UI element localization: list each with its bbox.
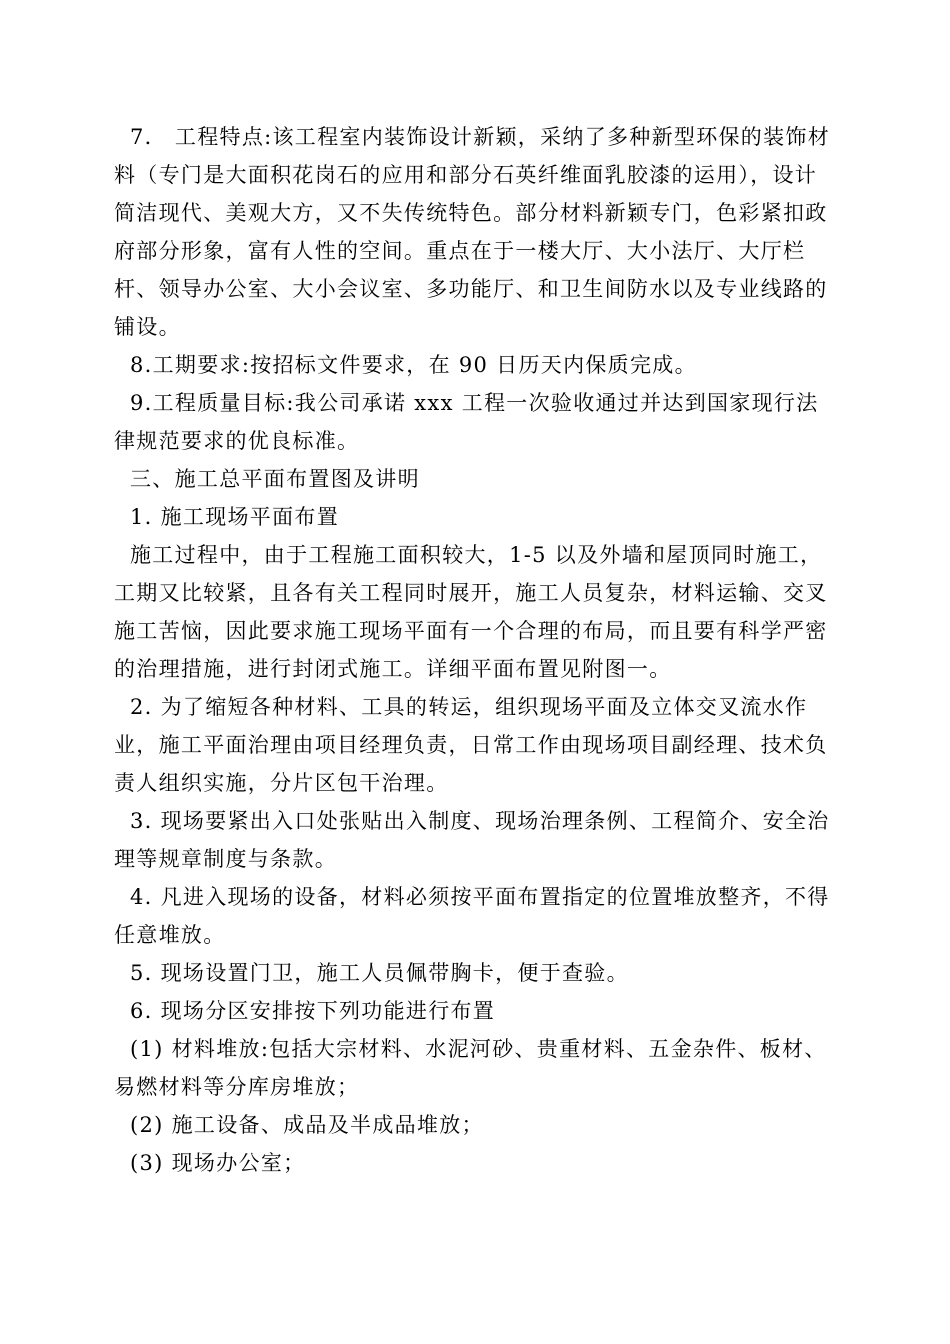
- paragraph-item-4: 4. 凡进入现场的设备，材料必须按平面布置指定的位置堆放整齐，不得任意堆放。: [114, 885, 830, 947]
- paragraph-item-3: 3. 现场要紧出入口处张贴出入制度、现场治理条例、工程简介、安全治理等规章制度与条款。: [114, 809, 830, 871]
- list-item-office: (3) 现场办公室；: [130, 1151, 306, 1175]
- paragraph-schedule-requirement: 8.工期要求:按招标文件要求，在 90 日历天内保质完成。: [130, 353, 697, 377]
- paragraph-item-5: 5. 现场设置门卫，施工人员佩带胸卡，便于查验。: [130, 961, 629, 985]
- paragraph-construction-process: 施工过程中，由于工程施工面积较大，1-5 以及外墙和屋顶同时施工，工期又比较紧，且各有关工程同时展开，施工人员复杂，材料运输、交叉施工苦恼，因此要求施工现场平面有一个合理的布局，而且要有科学严密的治理措施，进行封闭式施工。详细平面布置见附图一。: [114, 543, 828, 681]
- section-heading-site-layout: 三、施工总平面布置图及讲明: [130, 467, 420, 491]
- document-body: [114, 118, 836, 1182]
- list-item-equipment: (2) 施工设备、成品及半成品堆放；: [130, 1113, 484, 1137]
- paragraph-quality-target: 9.工程质量目标:我公司承诺 xxx 工程一次验收通过并达到国家现行法律规范要求的优良标准。: [114, 391, 819, 453]
- paragraph-item-2: 2. 为了缩短各种材料、工具的转运，组织现场平面及立体交叉流水作业，施工平面治理由项目经理负责，日常工作由现场项目副经理、技术负责人组织实施，分片区包干治理。: [114, 695, 828, 795]
- list-item-materials: (1) 材料堆放:包括大宗材料、水泥河砂、贵重材料、五金杂件、板材、易燃材料等分库房堆放；: [114, 1037, 827, 1099]
- subheading-site-plan: 1. 施工现场平面布置: [130, 505, 340, 529]
- paragraph-project-features: 7． 工程特点:该工程室内装饰设计新颖，采纳了多种新型环保的装饰材料（专门是大面积花岗石的应用和部分石英纤维面乳胶漆的运用），设计简洁现代、美观大方，又不失传统特色。部分材料新颖专门，色彩紧扣政府部分形象，富有人性的空间。重点在于一楼大厅、大小法厅、大厅栏杆、领导办公室、大小会议室、多功能厅、和卫生间防水以及专业线路的铺设。: [114, 125, 831, 339]
- paragraph-item-6: 6. 现场分区安排按下列功能进行布置: [130, 999, 496, 1023]
